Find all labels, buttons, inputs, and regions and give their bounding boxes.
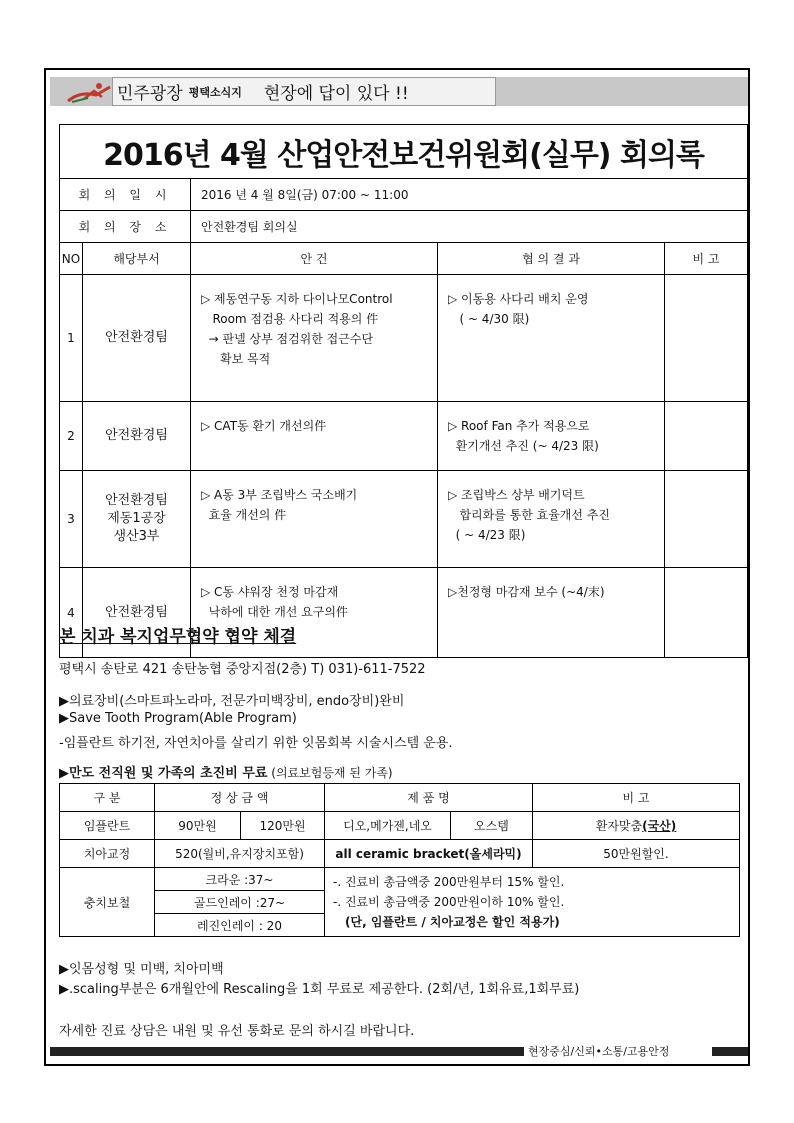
prosth-item: 골드인레이 :27~ [155,891,325,914]
col-note: 비 고 [665,243,748,275]
row-dept-line: 안전환경팀 [105,428,168,443]
ortho-product: all ceramic bracket(올세라믹) [325,840,533,868]
implant-note-text: 환자맞춤 [595,819,643,833]
minutes-row [60,275,748,402]
implant-note [533,812,740,840]
row-dept-line: 생산3부 [113,529,160,544]
row-note [665,471,748,568]
implant-label: 임플란트 [60,812,155,840]
implant-price-2: 120만원 [241,812,325,840]
row-agenda-line: 효율 개선의 件 [201,508,287,522]
runner-logo-icon [66,81,112,103]
footer-text: 현장중심/신뢰•소통/고용안정 [528,1045,670,1058]
row-note [665,402,748,471]
prosth-bold-line: (단, 임플란트 / 치아교정은 할인 적용가) [345,915,560,929]
row-no: 4 [60,568,83,658]
closing-text: 자세한 진료 상담은 내원 및 유선 통화로 문의 하시길 바랍니다. [59,1024,415,1039]
discount-table [59,783,740,937]
newsletter-header [50,77,748,106]
brand-name: 민주광장 [117,84,183,104]
prosth-item: 레진인레이 : 20 [155,914,325,937]
row-dept-line: 안전환경팀 [105,330,168,345]
prosth-line: -. 진료비 총금액중 200만원부터 15% 할인. [333,875,565,889]
minutes-row [60,402,748,471]
row-agenda [191,402,438,471]
row-no: 2 [60,402,83,471]
row-agenda [191,471,438,568]
minutes-row [60,471,748,568]
row-result [438,275,665,402]
row-agenda-line: ▷ 제동연구동 지하 다이나모Control [201,292,393,306]
place-label: 회 의 장 소 [60,211,191,243]
implant-product-1: 디오,메가젠,네오 [325,812,451,840]
col-agenda: 안 건 [191,243,438,275]
dental-bullet: ▶Save Tooth Program(Able Program) [59,711,297,726]
dental-address: 평택시 송탄로 421 송탄농협 중앙지점(2층) T) 031)-611-7522 [59,662,426,677]
row-agenda-line: → 판넬 상부 점검위한 접근수단 [201,332,374,346]
th-note: 비 고 [533,784,740,812]
th-product: 제 품 명 [325,784,533,812]
place-value: 안전환경팀 회의실 [191,211,748,243]
row-result-line: ▷ 이동용 사다리 배치 운영 [448,292,589,306]
footer-bar-right [712,1047,748,1056]
minutes-title: 2016년 4월 산업안전보건위원회(실무) 회의록 [60,125,748,179]
brand-sub: 평택소식지 [188,85,242,99]
row-agenda-line: ▷ C동 샤워장 천정 마감재 [201,585,339,599]
minutes-table [59,124,748,658]
row-agenda-line: ▷ CAT동 환기 개선의件 [201,419,327,433]
dental-bullet: -임플란트 하기전, 자연치아를 살리기 위한 잇몸회복 시술시스템 운용. [59,736,453,751]
ortho-price: 520(월비,유지장치포함) [155,840,325,868]
row-dept-line: 안전환경팀 [105,604,168,620]
row-result-line: ( ~ 4/23 限) [448,528,526,542]
row-agenda-line: ▷ A동 3부 조립박스 국소배기 [201,488,358,502]
th-price: 정 상 금 액 [155,784,325,812]
row-result-line: ▷ 조립박스 상부 배기덕트 [448,488,585,502]
date-value: 2016 년 4 월 8일(금) 07:00 ~ 11:00 [191,179,748,211]
row-result [438,471,665,568]
col-no: NO [60,243,83,275]
row-agenda-line: 확보 목적 [201,352,271,366]
row-result [438,402,665,471]
col-result: 협 의 결 과 [438,243,665,275]
discount-title-note: (의료보험등재 된 가족) [267,766,393,780]
row-dept [83,402,191,471]
row-no: 1 [60,275,83,402]
row-dept-line: 안전환경팀 [105,493,168,508]
row-agenda [191,275,438,402]
slogan: 현장에 답이 있다 !! [263,84,409,104]
col-dept: 해당부서 [83,243,191,275]
th-type: 구 분 [60,784,155,812]
dental-bullet: ▶의료장비(스마트파노라마, 전문가미백장비, endo장비)완비 [59,694,405,709]
row-dept [83,471,191,568]
row-no: 3 [60,471,83,568]
implant-price-1: 90만원 [155,812,241,840]
implant-product-2: 오스템 [451,812,533,840]
row-result-line: ▷천정형 마감재 보수 (~4/末) [448,585,605,599]
row-note [665,275,748,402]
footer-bullet: ▶.scaling부분은 6개월안에 Rescaling을 1회 무료로 제공한다. (2회/년, 1회유료,1회무료) [59,982,580,997]
row-result-line: 환기개선 추진 (~ 4/23 限) [448,439,599,453]
row-dept [83,275,191,402]
row-result [438,568,665,658]
prosth-label: 충치보철 [60,868,155,937]
row-result-line: 합리화를 통한 효율개선 추진 [448,508,610,522]
prosth-discount [325,868,740,937]
footer-bar-left [50,1047,524,1056]
row-dept-line: 제동1공장 [107,511,166,526]
discount-title-bold: ▶만도 전직원 및 가족의 초진비 무료 [59,766,268,781]
header-banner [112,77,496,106]
implant-note-origin: (국산) [642,819,677,833]
row-agenda-line: 낙하에 대한 개선 요구의件 [201,605,348,619]
prosth-line: -. 진료비 총금액중 200만원이하 10% 할인. [333,895,565,909]
row-agenda-line: Room 점검용 사다리 적용의 件 [201,312,379,326]
ortho-label: 치아교정 [60,840,155,868]
row-result-line: ( ~ 4/30 限) [448,312,530,326]
footer-bullet: ▶잇몸성형 및 미백, 치아미백 [59,962,224,977]
prosth-item: 크라운 :37~ [155,868,325,891]
ortho-note: 50만원할인. [533,840,740,868]
discount-title [59,762,393,781]
date-label: 회 의 일 시 [60,179,191,211]
dental-heading: 본 치과 복지업무협약 협약 체결 [59,627,297,647]
row-note [665,568,748,658]
row-result-line: ▷ Roof Fan 추가 적용으로 [448,419,590,433]
